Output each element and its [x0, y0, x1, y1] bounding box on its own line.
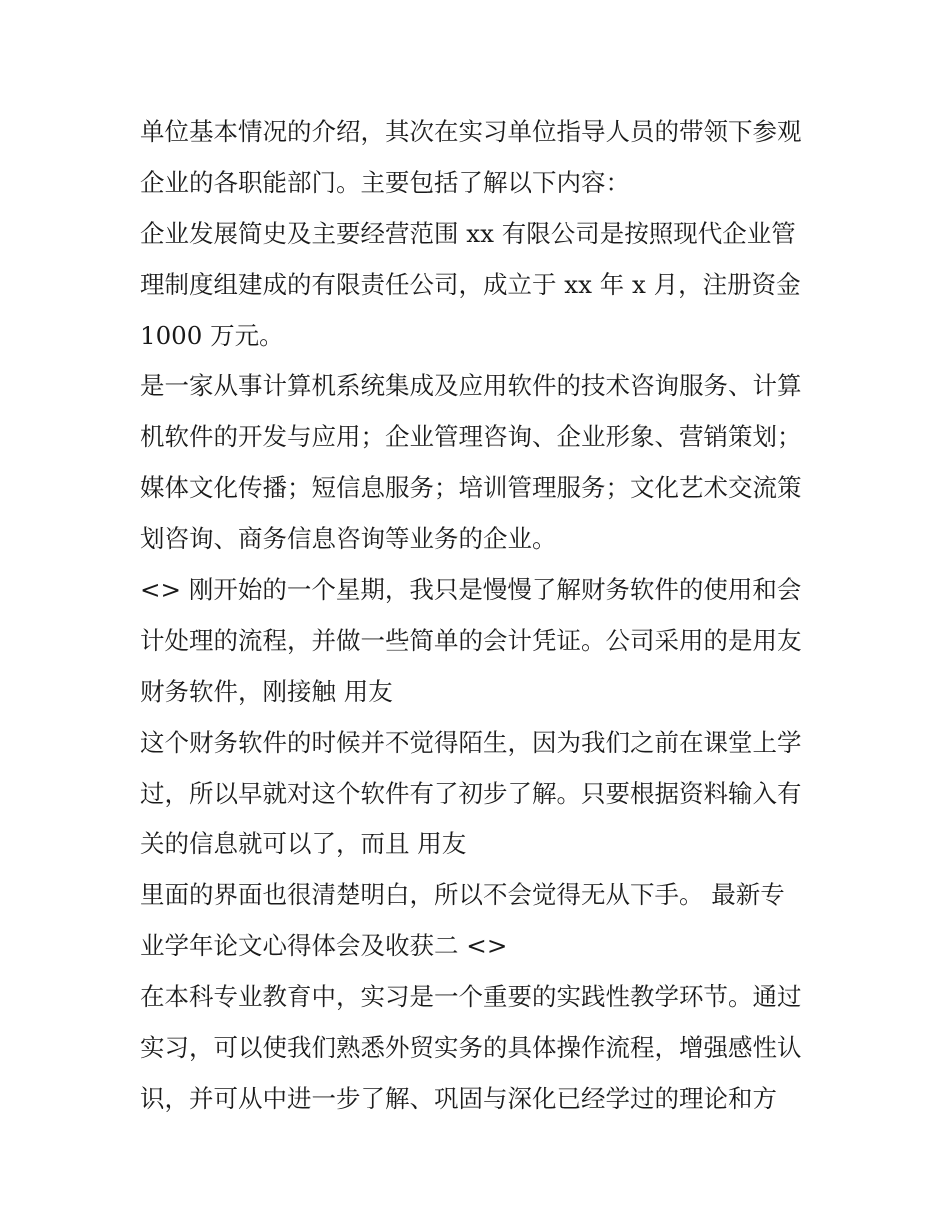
text-line: 过，所以早就对这个软件有了初步了解。只要根据资料输入有	[140, 778, 802, 808]
text-line: 是一家从事计算机系统集成及应用软件的技术咨询服务、计算	[140, 371, 802, 401]
text-line: 在本科专业教育中，实习是一个重要的实践性教学环节。通过	[140, 982, 802, 1012]
text-line: 单位基本情况的介绍，其次在实习单位指导人员的带领下参观	[140, 117, 802, 146]
body-text	[140, 107, 830, 1125]
text-line: 识，并可从中进一步了解、巩固与深化已经学过的理论和方	[140, 1083, 777, 1113]
text-line: 里面的界面也很清楚明白，所以不会觉得无从下手。 最新专	[140, 880, 785, 910]
text-line: 实习，可以使我们熟悉外贸实务的具体操作流程，增强感性认	[140, 1033, 802, 1063]
text-line: 机软件的开发与应用；企业管理咨询、企业形象、营销策划；	[140, 422, 802, 452]
text-line: 理制度组建成的有限责任公司，成立于 xx 年 x 月，注册资金	[140, 269, 801, 299]
text-line: 关的信息就可以了，而且 用友	[140, 829, 467, 859]
text-line: 1000 万元。	[140, 320, 284, 350]
text-line: 这个财务软件的时候并不觉得陌生，因为我们之前在课堂上学	[140, 727, 802, 757]
text-line: 媒体文化传播；短信息服务；培训管理服务；文化艺术交流策	[140, 473, 802, 503]
text-line: 业学年论文心得体会及收获二 <>	[140, 931, 508, 961]
text-line: 企业的各职能部门。主要包括了解以下内容：	[140, 167, 630, 197]
text-line: 计处理的流程，并做一些简单的会计凭证。公司采用的是用友	[140, 625, 802, 655]
text-line: <> 刚开始的一个星期，我只是慢慢了解财务软件的使用和会	[140, 575, 802, 605]
text-line: 划咨询、商务信息咨询等业务的企业。	[140, 524, 557, 554]
text-line: 企业发展简史及主要经营范围 xx 有限公司是按照现代企业管	[140, 218, 796, 248]
text-line: 财务软件，刚接触 用友	[140, 676, 393, 706]
